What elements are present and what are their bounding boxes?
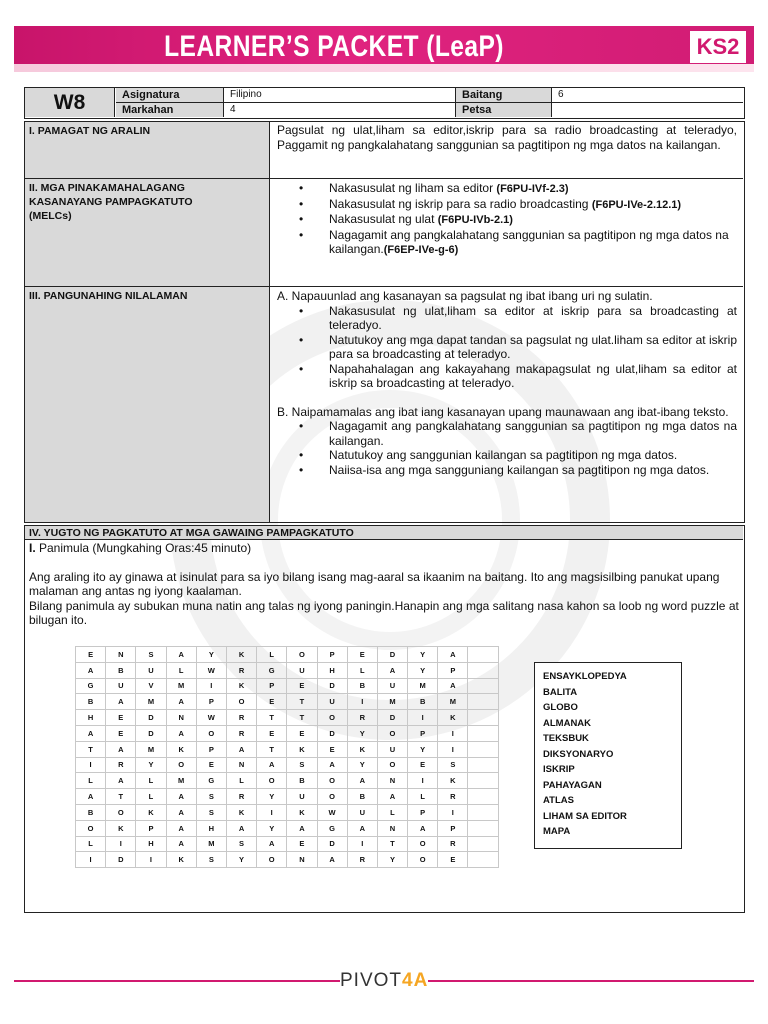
puzzle-cell[interactable]: K xyxy=(106,820,136,836)
puzzle-cell[interactable]: R xyxy=(106,757,136,773)
puzzle-cell[interactable]: D xyxy=(106,852,136,868)
puzzle-cell[interactable] xyxy=(468,804,498,820)
puzzle-cell[interactable]: M xyxy=(166,773,196,789)
content-bullet: • Napahahalagan ang kakayahang makapagsulat ng ulat,liham sa editor at iskrip sa broadcasting at teleradyo. xyxy=(277,362,737,391)
puzzle-cell[interactable] xyxy=(468,773,498,789)
content-bullet: • Naiisa-isa ang mga sangguniang kailangan sa pagtitipon ng mga datos. xyxy=(277,463,737,478)
puzzle-cell[interactable]: I xyxy=(347,694,377,710)
puzzle-row xyxy=(76,757,499,773)
puzzle-cell[interactable]: U xyxy=(106,678,136,694)
puzzle-cell[interactable]: A xyxy=(257,757,287,773)
puzzle-cell[interactable]: W xyxy=(196,710,226,726)
puzzle-cell[interactable]: N xyxy=(166,710,196,726)
puzzle-cell[interactable]: A xyxy=(408,820,438,836)
puzzle-cell[interactable]: P xyxy=(317,647,347,663)
puzzle-cell[interactable]: S xyxy=(438,757,468,773)
puzzle-cell[interactable]: D xyxy=(317,836,347,852)
puzzle-cell[interactable]: L xyxy=(226,773,256,789)
puzzle-cell[interactable]: U xyxy=(136,662,166,678)
puzzle-cell[interactable]: M xyxy=(166,678,196,694)
puzzle-cell[interactable] xyxy=(468,789,498,805)
puzzle-row xyxy=(76,694,499,710)
puzzle-cell[interactable] xyxy=(468,694,498,710)
puzzle-cell[interactable] xyxy=(468,678,498,694)
puzzle-cell[interactable]: L xyxy=(136,773,166,789)
puzzle-cell[interactable]: I xyxy=(438,804,468,820)
puzzle-row xyxy=(76,789,499,805)
puzzle-cell[interactable]: H xyxy=(136,836,166,852)
puzzle-cell[interactable]: Y xyxy=(136,757,166,773)
ks-badge: KS2 xyxy=(690,31,746,63)
melc-item xyxy=(277,181,737,197)
puzzle-cell[interactable]: K xyxy=(166,741,196,757)
puzzle-cell[interactable]: A xyxy=(317,757,347,773)
word-puzzle-grid xyxy=(75,646,499,868)
info-table xyxy=(24,87,745,119)
puzzle-cell[interactable]: G xyxy=(196,773,226,789)
puzzle-cell[interactable]: I xyxy=(438,741,468,757)
puzzle-cell[interactable]: A xyxy=(317,852,347,868)
melcs-list xyxy=(271,179,743,286)
puzzle-cell[interactable]: K xyxy=(438,710,468,726)
yugto-body xyxy=(29,541,739,628)
intro-paragraph: Ang araling ito ay ginawa at isinulat para sa iyo bilang isang mag-aaral sa ikaanim na baitang. Ito ang magsisilbing panukat upang malaman ang antas ng iyong kaalaman. xyxy=(29,569,720,598)
puzzle-cell[interactable]: N xyxy=(377,820,407,836)
melc-item xyxy=(277,212,737,228)
puzzle-row xyxy=(76,804,499,820)
puzzle-cell[interactable]: O xyxy=(408,836,438,852)
puzzle-cell[interactable]: A xyxy=(166,694,196,710)
instruction-paragraph: Bilang panimula ay subukan muna natin ang talas ng iyong paningin.Hanapin ang mga salitang nasa kahon sa loob ng word puzzle at bilugan ito. xyxy=(29,598,739,627)
puzzle-cell[interactable]: M xyxy=(377,694,407,710)
puzzle-cell[interactable]: I xyxy=(408,710,438,726)
puzzle-cell[interactable]: O xyxy=(408,852,438,868)
puzzle-cell[interactable]: L xyxy=(347,662,377,678)
puzzle-cell[interactable]: D xyxy=(317,725,347,741)
pivot-logo-accent: 4A xyxy=(402,970,429,991)
puzzle-cell[interactable]: A xyxy=(377,789,407,805)
puzzle-cell[interactable]: R xyxy=(347,710,377,726)
puzzle-cell[interactable]: L xyxy=(257,647,287,663)
melc-item xyxy=(277,228,737,258)
melc-code: (F6PU-IVb-2.1) xyxy=(437,214,513,226)
puzzle-cell[interactable]: E xyxy=(347,647,377,663)
puzzle-cell[interactable]: O xyxy=(76,820,106,836)
puzzle-cell[interactable]: H xyxy=(317,662,347,678)
puzzle-row xyxy=(76,741,499,757)
puzzle-cell[interactable]: P xyxy=(438,820,468,836)
word-list-item: GLOBO xyxy=(543,702,578,713)
puzzle-cell[interactable]: I xyxy=(76,757,106,773)
puzzle-cell[interactable]: Y xyxy=(257,820,287,836)
puzzle-cell[interactable]: M xyxy=(438,694,468,710)
puzzle-cell[interactable]: K xyxy=(226,647,256,663)
puzzle-cell[interactable] xyxy=(468,836,498,852)
puzzle-cell[interactable]: I xyxy=(347,836,377,852)
puzzle-cell[interactable] xyxy=(468,757,498,773)
puzzle-cell[interactable]: B xyxy=(408,694,438,710)
puzzle-cell[interactable]: A xyxy=(106,694,136,710)
puzzle-cell[interactable]: A xyxy=(166,820,196,836)
puzzle-cell[interactable]: E xyxy=(438,852,468,868)
puzzle-cell[interactable]: G xyxy=(76,678,106,694)
puzzle-cell[interactable] xyxy=(468,852,498,868)
puzzle-cell[interactable]: H xyxy=(196,820,226,836)
puzzle-cell[interactable]: S xyxy=(226,836,256,852)
puzzle-cell[interactable]: O xyxy=(317,789,347,805)
puzzle-cell[interactable]: O xyxy=(317,710,347,726)
puzzle-cell[interactable] xyxy=(468,725,498,741)
melcs-label-text: II. MGA PINAKAMAHALAGANG KASANAYANG PAMPAGKATUTO (MELCs) xyxy=(29,182,193,222)
word-list-item: BALITA xyxy=(543,686,578,698)
puzzle-cell[interactable]: E xyxy=(106,725,136,741)
puzzle-cell[interactable]: V xyxy=(136,678,166,694)
puzzle-cell[interactable]: B xyxy=(347,789,377,805)
puzzle-cell[interactable]: I xyxy=(106,836,136,852)
word-list-item: LIHAM SA EDITOR xyxy=(543,810,627,822)
puzzle-cell[interactable]: A xyxy=(226,820,256,836)
puzzle-cell[interactable]: E xyxy=(287,836,317,852)
pivot-logo-text: PIVOT xyxy=(340,970,403,991)
melc-text: Nakasusulat ng liham sa editor xyxy=(329,181,497,195)
puzzle-cell[interactable]: O xyxy=(196,725,226,741)
puzzle-cell[interactable]: B xyxy=(76,694,106,710)
puzzle-cell[interactable]: O xyxy=(287,647,317,663)
puzzle-cell[interactable]: O xyxy=(166,757,196,773)
puzzle-cell[interactable]: O xyxy=(317,773,347,789)
puzzle-cell[interactable]: I xyxy=(76,852,106,868)
puzzle-cell[interactable]: T xyxy=(106,789,136,805)
puzzle-row xyxy=(76,678,499,694)
puzzle-row xyxy=(76,725,499,741)
puzzle-cell[interactable]: T xyxy=(257,741,287,757)
puzzle-cell[interactable]: W xyxy=(317,804,347,820)
row-pamagat xyxy=(25,122,743,179)
puzzle-cell[interactable]: I xyxy=(408,773,438,789)
melc-item xyxy=(277,197,737,213)
puzzle-row xyxy=(76,836,499,852)
puzzle-cell[interactable]: S xyxy=(287,757,317,773)
puzzle-cell[interactable]: D xyxy=(377,647,407,663)
puzzle-cell[interactable]: K xyxy=(166,852,196,868)
word-list-box xyxy=(534,662,682,849)
petsa-value xyxy=(552,103,743,118)
puzzle-cell[interactable]: I xyxy=(196,678,226,694)
puzzle-cell[interactable]: E xyxy=(76,647,106,663)
puzzle-cell[interactable]: A xyxy=(106,773,136,789)
content-bullet: • Natutukoy ang mga dapat tandan sa pagsulat ng ulat.liham sa editor at iskrip para sa broadcasting at teleradyo. xyxy=(277,333,737,362)
puzzle-cell[interactable]: M xyxy=(408,678,438,694)
puzzle-cell[interactable]: E xyxy=(287,678,317,694)
puzzle-cell[interactable]: Y xyxy=(347,757,377,773)
markahan-value: 4 xyxy=(224,103,456,118)
puzzle-cell[interactable]: S xyxy=(196,789,226,805)
puzzle-cell[interactable]: P xyxy=(438,662,468,678)
puzzle-cell[interactable]: Y xyxy=(347,725,377,741)
puzzle-cell[interactable]: E xyxy=(257,694,287,710)
puzzle-cell[interactable] xyxy=(468,741,498,757)
puzzle-cell[interactable]: H xyxy=(76,710,106,726)
puzzle-cell[interactable]: T xyxy=(257,710,287,726)
puzzle-cell[interactable]: L xyxy=(408,789,438,805)
puzzle-cell[interactable]: D xyxy=(136,710,166,726)
puzzle-cell[interactable]: A xyxy=(438,647,468,663)
puzzle-cell[interactable]: D xyxy=(136,725,166,741)
row-nilalaman xyxy=(25,287,743,522)
puzzle-cell[interactable]: R xyxy=(226,725,256,741)
puzzle-cell[interactable]: A xyxy=(287,820,317,836)
puzzle-cell[interactable] xyxy=(468,710,498,726)
puzzle-row xyxy=(76,820,499,836)
word-list-item: ALMANAK xyxy=(543,717,592,729)
puzzle-row xyxy=(76,773,499,789)
puzzle-cell[interactable]: A xyxy=(347,773,377,789)
header-banner xyxy=(14,26,754,68)
puzzle-cell[interactable]: P xyxy=(257,678,287,694)
puzzle-cell[interactable]: P xyxy=(196,694,226,710)
puzzle-cell[interactable]: U xyxy=(347,804,377,820)
puzzle-cell[interactable]: A xyxy=(257,836,287,852)
puzzle-cell[interactable]: A xyxy=(166,725,196,741)
yugto-heading: IV. YUGTO NG PAGKATUTO AT MGA GAWAING PAMPAGKATUTO xyxy=(25,526,743,540)
puzzle-cell[interactable]: S xyxy=(196,804,226,820)
puzzle-cell[interactable]: K xyxy=(287,741,317,757)
row-melcs xyxy=(25,179,743,287)
puzzle-cell[interactable]: Y xyxy=(408,662,438,678)
content-bullet: • Nagagamit ang pangkalahatang sanggunian sa pagtitipon ng mga datos na kailangan. xyxy=(277,419,737,448)
puzzle-cell[interactable]: G xyxy=(257,662,287,678)
puzzle-cell[interactable]: A xyxy=(226,741,256,757)
puzzle-cell[interactable]: R xyxy=(226,710,256,726)
puzzle-cell[interactable]: L xyxy=(76,836,106,852)
puzzle-cell[interactable]: O xyxy=(257,852,287,868)
puzzle-cell[interactable]: Y xyxy=(408,647,438,663)
banner-underline xyxy=(14,64,754,72)
word-list-item: ENSAYKLOPEDYA xyxy=(543,671,627,682)
puzzle-cell[interactable]: T xyxy=(76,741,106,757)
puzzle-cell[interactable]: A xyxy=(166,836,196,852)
puzzle-cell[interactable] xyxy=(468,820,498,836)
puzzle-cell[interactable]: R xyxy=(438,789,468,805)
puzzle-cell[interactable] xyxy=(468,647,498,663)
melc-code: (F6EP-IVe-g-6) xyxy=(383,244,459,256)
puzzle-cell[interactable]: I xyxy=(257,804,287,820)
puzzle-cell[interactable]: P xyxy=(136,820,166,836)
puzzle-cell[interactable]: S xyxy=(136,647,166,663)
puzzle-cell[interactable]: P xyxy=(408,725,438,741)
puzzle-cell[interactable]: R xyxy=(347,852,377,868)
puzzle-cell[interactable]: E xyxy=(408,757,438,773)
melc-code: (F6PU-IVf-2.3) xyxy=(496,183,569,195)
puzzle-cell[interactable]: B xyxy=(76,804,106,820)
word-list-item: ATLAS xyxy=(543,795,574,806)
puzzle-cell[interactable]: K xyxy=(226,804,256,820)
puzzle-cell[interactable]: M xyxy=(196,836,226,852)
puzzle-cell[interactable]: A xyxy=(166,804,196,820)
melc-text: Nakasusulat ng ulat xyxy=(329,212,438,226)
puzzle-cell[interactable]: A xyxy=(76,725,106,741)
word-list-item: MAPA xyxy=(543,826,571,837)
puzzle-cell[interactable]: B xyxy=(106,662,136,678)
nilalaman-b-heading: B. Naipamamalas ang ibat iang kasanayan upang maunawaan ang ibat-ibang teksto. xyxy=(277,404,729,419)
puzzle-cell[interactable]: T xyxy=(377,836,407,852)
puzzle-cell[interactable]: E xyxy=(287,725,317,741)
asignatura-value: Filipino xyxy=(224,88,456,103)
puzzle-cell[interactable]: A xyxy=(377,662,407,678)
content-bullet: • Nakasusulat ng ulat,liham sa editor at iskrip para sa broadcasting at teleradyo. xyxy=(277,304,737,333)
puzzle-row xyxy=(76,852,499,868)
puzzle-cell[interactable]: E xyxy=(106,710,136,726)
puzzle-cell[interactable]: U xyxy=(377,678,407,694)
pamagat-label: I. PAMAGAT NG ARALIN xyxy=(25,122,270,178)
puzzle-cell[interactable]: P xyxy=(408,804,438,820)
puzzle-cell[interactable]: I xyxy=(438,725,468,741)
word-list-item: DIKSYONARYO xyxy=(543,748,614,760)
petsa-label: Petsa xyxy=(456,103,552,118)
word-list-item: TEKSBUK xyxy=(543,733,589,744)
puzzle-cell[interactable]: K xyxy=(438,773,468,789)
puzzle-cell[interactable] xyxy=(468,662,498,678)
puzzle-cell[interactable]: T xyxy=(287,694,317,710)
puzzle-cell[interactable]: Y xyxy=(226,852,256,868)
baitang-label: Baitang xyxy=(456,88,552,103)
puzzle-row xyxy=(76,662,499,678)
puzzle-cell[interactable]: O xyxy=(226,694,256,710)
puzzle-cell[interactable]: Y xyxy=(377,852,407,868)
puzzle-cell[interactable]: N xyxy=(287,852,317,868)
puzzle-cell[interactable]: A xyxy=(166,789,196,805)
puzzle-cell[interactable]: E xyxy=(317,741,347,757)
nilalaman-content xyxy=(271,287,743,522)
puzzle-cell[interactable]: W xyxy=(196,662,226,678)
puzzle-cell[interactable]: R xyxy=(226,789,256,805)
word-list-item: PAHAYAGAN xyxy=(543,779,602,791)
melc-text: Nakasusulat ng iskrip para sa radio broadcasting xyxy=(329,196,592,211)
markahan-label: Markahan xyxy=(116,103,224,118)
lesson-table xyxy=(24,121,745,523)
puzzle-cell[interactable]: K xyxy=(287,804,317,820)
pamagat-text: Pagsulat ng ulat,liham sa editor,iskrip para sa radio broadcasting at teleradyo, Paggamit ng pangkalahatang sanggunian sa pagtitipon ng mga datos na kailangan. xyxy=(277,123,737,152)
puzzle-cell[interactable]: K xyxy=(136,804,166,820)
puzzle-cell[interactable]: L xyxy=(136,789,166,805)
puzzle-cell[interactable]: G xyxy=(317,820,347,836)
puzzle-cell[interactable]: B xyxy=(287,773,317,789)
puzzle-cell[interactable]: R xyxy=(226,662,256,678)
puzzle-cell[interactable]: A xyxy=(106,741,136,757)
puzzle-cell[interactable]: U xyxy=(317,694,347,710)
pivot-logo xyxy=(340,968,428,994)
puzzle-cell[interactable]: N xyxy=(377,773,407,789)
puzzle-cell[interactable]: A xyxy=(438,678,468,694)
week-label: W8 xyxy=(25,88,115,117)
puzzle-cell[interactable]: B xyxy=(347,678,377,694)
puzzle-cell[interactable]: O xyxy=(106,804,136,820)
melcs-label xyxy=(25,179,270,286)
puzzle-cell[interactable]: M xyxy=(136,694,166,710)
puzzle-row xyxy=(76,710,499,726)
puzzle-cell[interactable]: T xyxy=(287,710,317,726)
melc-code: (F6PU-IVe-2.12.1) xyxy=(591,198,682,211)
puzzle-cell[interactable]: A xyxy=(76,662,106,678)
puzzle-cell[interactable]: E xyxy=(196,757,226,773)
asignatura-label: Asignatura xyxy=(116,88,224,103)
puzzle-cell[interactable]: K xyxy=(226,678,256,694)
puzzle-cell[interactable]: N xyxy=(226,757,256,773)
puzzle-cell[interactable]: U xyxy=(287,662,317,678)
puzzle-cell[interactable]: Y xyxy=(196,647,226,663)
puzzle-cell[interactable]: L xyxy=(166,662,196,678)
puzzle-cell[interactable]: L xyxy=(76,773,106,789)
puzzle-cell[interactable]: K xyxy=(347,741,377,757)
banner-title: LEARNER’S PACKET (LeaP) xyxy=(164,30,504,63)
baitang-value: 6 xyxy=(552,88,743,103)
puzzle-cell[interactable]: R xyxy=(438,836,468,852)
puzzle-cell[interactable]: A xyxy=(76,789,106,805)
content-bullet: • Natutukoy ang sanggunian kailangan sa pagtitipon ng mga datos. xyxy=(277,448,737,463)
nilalaman-a-heading: A. Napauunlad ang kasanayan sa pagsulat ng ibat ibang uri ng sulatin. xyxy=(277,289,653,303)
puzzle-cell[interactable]: A xyxy=(347,820,377,836)
puzzle-cell[interactable]: O xyxy=(377,725,407,741)
melc-text: Nagagamit ang pangkalahatang sanggunian sa pagtitipon ng mga datos na kailangan. xyxy=(329,227,729,256)
puzzle-cell[interactable]: S xyxy=(196,852,226,868)
word-list-item: ISKRIP xyxy=(543,764,575,775)
puzzle-cell[interactable]: N xyxy=(106,647,136,663)
puzzle-cell[interactable]: I xyxy=(136,852,166,868)
puzzle-cell[interactable]: D xyxy=(317,678,347,694)
puzzle-cell[interactable]: Y xyxy=(257,789,287,805)
puzzle-cell[interactable]: E xyxy=(257,725,287,741)
puzzle-row xyxy=(76,647,499,663)
puzzle-cell[interactable]: L xyxy=(377,804,407,820)
puzzle-cell[interactable]: M xyxy=(136,741,166,757)
puzzle-cell[interactable]: A xyxy=(166,647,196,663)
puzzle-cell[interactable]: D xyxy=(377,710,407,726)
puzzle-cell[interactable]: U xyxy=(287,789,317,805)
puzzle-cell[interactable]: P xyxy=(196,741,226,757)
puzzle-cell[interactable]: O xyxy=(257,773,287,789)
panimula-text: Panimula (Mungkahing Oras:45 minuto) xyxy=(35,541,252,555)
puzzle-cell[interactable]: O xyxy=(377,757,407,773)
panimula-number: I. xyxy=(29,541,36,555)
panimula-line xyxy=(29,541,739,556)
puzzle-cell[interactable]: Y xyxy=(408,741,438,757)
nilalaman-label: III. PANGUNAHING NILALAMAN xyxy=(25,287,270,522)
puzzle-cell[interactable]: U xyxy=(377,741,407,757)
